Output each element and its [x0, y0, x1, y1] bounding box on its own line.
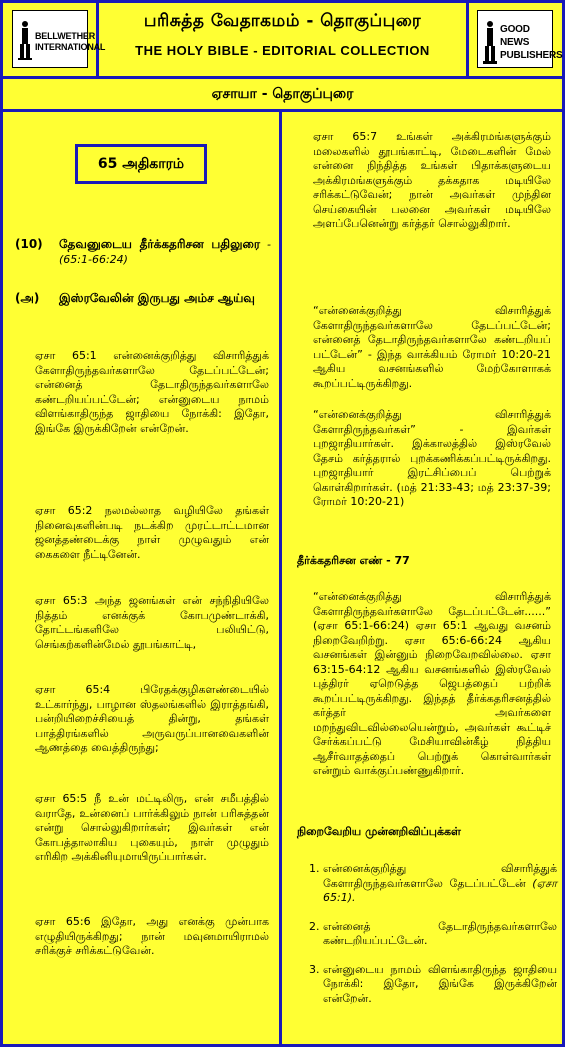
- list-item-text: என்னைக்குறித்து விசாரித்துக் கேளாதிருந்தவர்களாலே தேடப்பட்டேன்: [323, 862, 557, 890]
- verse-paragraph: ஏசா 65:5 நீ உன் மட்டிலிரு, என் சமீபத்தில் வராதே, உன்னைப் பார்க்கிலும் நான் பரிசுத்தன் என்று சொல்லுகிறார்கள்; இவர்கள் என் கோபத்தாலாகிய புகையும், நாள் முழுதும் எரிகிற அக்கினியுமாயிருப்பார்கள்.: [35, 792, 269, 863]
- verse-paragraph: ஏசா 65:1 என்னைக்குறித்து விசாரித்துக் கேளாதிருந்தவர்களாலே தேடப்பட்டேன்; என்னைத் தேடாதிருந்தவர்களாலே கண்டறியப்பட்டேன்; என்னுடைய நாமம் விளங்காதிருந்த ஜாதியை நோக்கி: இதோ, இங்கே இருக்கிறேன் என்றேன்.: [35, 349, 269, 435]
- header: [3, 3, 562, 79]
- section-heading-text: [59, 237, 271, 267]
- right-column: [285, 112, 562, 1047]
- figure-icon: [482, 19, 498, 65]
- heading-text: தேவனுடைய தீர்க்கதரிசன பதிலுரை: [59, 237, 261, 251]
- list-item-number: 2.: [309, 919, 320, 933]
- list-item-number: 1.: [309, 862, 320, 875]
- list-item-reference: (ஏசா 65:1).: [323, 876, 557, 904]
- book-title: ஏசாயா - தொகுப்புரை: [3, 79, 562, 112]
- fulfilled-list: [301, 862, 557, 1020]
- section-number: (10): [15, 237, 43, 251]
- figure-icon: [17, 19, 33, 61]
- list-item-number: 3.: [309, 962, 320, 976]
- list-item: [301, 963, 557, 1007]
- verse-paragraph: ஏசா 65:3 அந்த ஜனங்கள் என் சந்நிதியிலே நித்தம் எனக்குக் கோபமுண்டாக்கி, தோட்டங்களிலே பலியிட்டு, செங்கற்களின்மேல் தூபங்காட்டி,: [35, 594, 269, 651]
- prophecy-paragraph: “என்னைக்குறித்து விசாரித்துக் கேளாதிருந்தவர்களாலே தேடப்பட்டேன்......” (ஏசா 65:1-66:24) ஏசா 65:1 ஆவது வசனம் நிறைவேறிற்று. ஏசா 65:6-66:24 ஆகிய வசனங்கள் இன்னும் நிறைவேறவில்லை. ஏசா 63:15-64:12 ஆகிய வசனங்களில் இஸ்ரவேல் புத்திரர் ஏறெடுத்த ஜெபத்தைப் பற்றிக் கூறப்பட்டிருக்கிறது. இந்தத் தீர்க்கதரிசனத்தில் கர்த்தர் அவர்களை மறந்துவிடவில்லையென்றும், அவர்கள் கூட்டிச் சேர்க்கப்பட்டு மேசியாவின்கீழ் நித்திய ஆசீர்வாதத்தைப் பெற்றுக் கொள்வார்கள் என்றும் வாக்குப்பண்ணுகிறார்.: [313, 590, 551, 777]
- bellwether-logo: [12, 10, 106, 68]
- chapter-title: 65 அதிகாரம்: [75, 144, 207, 184]
- prophecy-number-heading: தீர்க்கதரிசன எண் - 77: [297, 554, 410, 567]
- section-number: (அ): [15, 291, 40, 305]
- list-item: [301, 920, 557, 949]
- list-item: [301, 862, 557, 906]
- publisher-logo-right: [466, 3, 562, 76]
- title-block: [102, 3, 463, 76]
- verse-paragraph: ஏசா 65:7 உங்கள் அக்கிரமங்களுக்கும் மலைகளில் தூபங்காட்டி, மேடைகளின் மேல் என்னை நிந்தித்த உங்கள் பிதாக்களுடைய அக்கிரமங்களுக்கும் தக்கதாக மடியிலே சரிக்கட்டுவேன்; நான் அவர்கள் முந்தின செய்கையின் பலனை அவர்கள் மடியிலே அளப்பேனென்று கர்த்தர் சொல்லுகிறார்.: [313, 130, 551, 230]
- title-english: THE HOLY BIBLE - EDITORIAL COLLECTION: [135, 43, 430, 58]
- heading-reference: - (65:1-66:24): [59, 238, 271, 266]
- commentary-paragraph: “என்னைக்குறித்து விசாரித்துக் கேளாதிருந்தவர்கள்” - இவர்கள் புறஜாதியார்கள். இக்காலத்தில் இஸ்ரவேல் தேசம் கர்த்தரால் புறக்கணிக்கப்பட்டிருக்கிறது. புறஜாதியார் இரட்சிப்பைப் பெற்றுக் கொள்கிறார்கள். (மத் 21:33-43; மத் 23:37-39; ரோமர் 10:20-21): [313, 408, 551, 508]
- left-column: [3, 112, 282, 1047]
- fulfilled-heading: நிறைவேறிய முன்னறிவிப்புக்கள்: [297, 825, 461, 838]
- title-tamil: பரிசுத்த வேதாகமம் - தொகுப்புரை: [143, 11, 422, 31]
- verse-paragraph: ஏசா 65:6 இதோ, அது எனக்கு முன்பாக எழுதியிருக்கிறது; நான் மவுனமாயிராமல் சரிக்குச் சரிக்கட்டுவேன்.: [35, 915, 269, 957]
- verse-paragraph: ஏசா 65:4 பிரேதக்குழிகளண்டையில் உட்கார்ந்து, பாழான ஸ்தலங்களில் இராத்தங்கி, பன்றியிறைச்சியைத் தின்று, தங்கள் பாத்திரங்களில் அருவருப்பானவைகளின் ஆணத்தை வைத்திருந்து;: [35, 683, 269, 754]
- publisher-logo-left: [3, 3, 106, 76]
- verse-paragraph: ஏசா 65:2 நலமல்லாத வழியிலே தங்கள் நினைவுகளின்படி நடக்கிற முரட்டாட்டமான ஜனத்தண்டைக்கு நாள் முழுவதும் என் கைகளை நீட்டினேன்.: [35, 504, 269, 561]
- commentary-paragraph: “என்னைக்குறித்து விசாரித்துக் கேளாதிருந்தவர்களாலே தேடப்பட்டேன்; என்னைத் தேடாதிருந்தவர்களாலே கண்டறியப் பட்டேன்” - இந்த வாக்கியம் ரோமர் 10:20-21 ஆகிய வசனங்களில் மேற்கோளாகக் கூறப்பட்டிருக்கிறது.: [313, 304, 551, 390]
- list-item-text: என்னுடைய நாமம் விளங்காதிருந்த ஜாதியை நோக்கி: இதோ, இங்கே இருக்கிறேன் என்றேன்.: [323, 962, 557, 1005]
- good-news-logo: [477, 10, 563, 68]
- section-heading-text: இஸ்ரவேலின் இருபது அம்ச ஆய்வு: [59, 291, 255, 305]
- logo-right-text: GOOD NEWS PUBLISHERS: [500, 24, 563, 61]
- list-item-text: என்னைத் தேடாதிருந்தவர்களாலே கண்டறியப்பட்டேன்.: [323, 919, 557, 947]
- logo-left-text: BELLWETHER INTERNATIONAL: [35, 31, 106, 52]
